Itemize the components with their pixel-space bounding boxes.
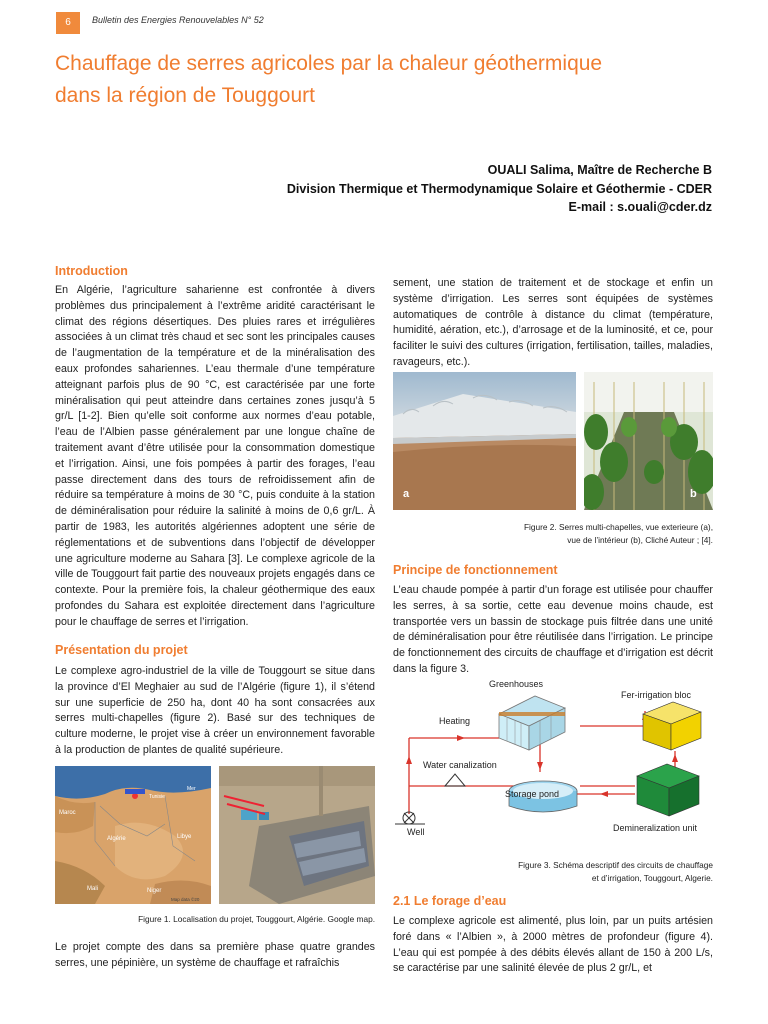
col2-paragraph-top: sement, une station de traitement et de stockage et enfin un système d’irrigation. Les serres sont équipées de systèmes automatiques de contrôle à distance du climat (température, humidité, aération, etc.), d’arrosage et de la luminosité, et ce, pour faciliter le suivi des cultures (irrigation, fertilisation, tailles, maladies, ravageurs, etc.). — [393, 277, 713, 368]
projet-paragraph-2: Le projet compte des dans sa première phase quatre grandes serres, une pépinière, un système de chauffage et rafraîchis — [55, 941, 375, 969]
article-title — [55, 48, 735, 112]
diagram-label-demin: Demineralization unit — [613, 823, 698, 833]
title-line-1: Chauffage de serres agricoles par la chaleur géothermique — [55, 52, 603, 75]
bulletin-title: Bulletin des Energies Renouvelables N° 52 — [92, 15, 264, 25]
principe-heading: Principe de fonctionnement — [393, 563, 558, 577]
figure-2b-photo — [584, 372, 713, 510]
figure-2-caption-line-1: Figure 2. Serres multi-chapelles, vue exterieure (a), — [523, 522, 713, 532]
page-number: 6 — [56, 12, 80, 34]
projet-heading: Présentation du projet — [55, 643, 188, 657]
map-label-niger: Niger — [147, 888, 162, 894]
intro-paragraph: En Algérie, l’agriculture saharienne est confrontée à divers problèmes dus principalement à l’extrême aridité caractérisant le climat des régions désertiques. Des pluies rares et irrégulières associées à un climat très chaud et sec sont les principales causes de l’augmentation de la température et de la minéralisation des eaux profondes sahariennes. L’eau thermale d’une température atteignant parfois plus de 90 °C, est caractérisée par une forte minéralisation qui peut atteindre dans certaines zones jusqu’à 5 gr/L [1-2]. Bien qu’elle soit conforme aux normes d’eau potable, l’eau de l’Albien passe généralement par une longue chaîne de traitement avant d’être utilisée pour la consommation domestique et l’irrigation. Ainsi, une fois pompées à partir des forages, l’eau passe directement dans des tours de refroidissement afin de réduire sa température à moins de 30 °C, puis conduite à la station de déminéralisation pour réduire la salinité à moins de 0,6 gr/L. À partir de 1983, les autorités algériennes adoptent une série de réglementations et de subventions dans l’objectif de développer une agriculture moderne au Sahara [3]. Le complexe agricole de la ville de Touggourt fait partie des nouveaux projets engagés dans ce contexte. Pour la première fois, la chaleur géothermique des eaux profondes du Sahara est exploitée directement dans l’agriculture pour le chauffage de serres et l’irrigation. — [55, 284, 375, 628]
map-credit: Map data ©20 — [171, 897, 200, 902]
map-label-maroc: Maroc — [59, 810, 76, 816]
figure-3-caption-line-1: Figure 3. Schéma descriptif des circuits de chauffage — [518, 860, 713, 870]
figure-3-caption — [393, 859, 713, 885]
forage-paragraph: Le complexe agricole est alimenté, plus loin, par un puits artésien foré dans « l’Albien », à 2000 mètres de profondeur (figure 4). L’eau qui est pompée à des débits élevés allant de 150 à 200 L/s, se caractérise par une salinité élevée de plus 2 gr/L, et — [393, 915, 713, 975]
author-division: Division Thermique et Thermodynamique Solaire et Géothermie - CDER — [286, 182, 712, 196]
diagram-label-ferirrigation: Fer-irrigation bloc — [621, 690, 692, 700]
map-label-libye: Libye — [177, 834, 192, 840]
diagram-label-heating: Heating — [439, 716, 471, 726]
map-label-algerie: Algérie — [107, 836, 126, 842]
map-label-tunisie: Tunisie — [149, 794, 165, 800]
principe-paragraph: L’eau chaude pompée à partir d’un forage est utilisée pour chauffer les serres, à sa sortie, cette eau devenue moins chaude, est transportée vers un bassin de stockage puis filtrée dans une unité de déminéralisation pour être réutilisée dans l’irrigation. Le principe de fonctionnement des circuits de chauffage et d’irrigation est décrit dans la figure 3. — [393, 584, 713, 675]
projet-paragraph: Le complexe agro-industriel de la ville de Touggourt se situe dans la province d’El Meghaier au sud de l’Algérie (figure 1), il s’étend sur une superficie de 250 ha, dont 40 ha sont consacrées aux serres multi-chapelles (figure 2). Basé sur des techniques de culture moderne, le projet vise à créer un environnement favorable à la production de plantes de qualité supérieure. — [55, 665, 375, 756]
map-label-mer: Mer — [187, 786, 196, 792]
figure-2-label-a: a — [403, 488, 410, 500]
diagram-label-well: Well — [407, 827, 425, 837]
figure-2a-photo — [393, 372, 576, 510]
figure-1-map — [55, 766, 211, 904]
diagram-label-water: Water canalization — [423, 760, 497, 770]
figure-2-caption — [393, 521, 713, 547]
map-label-mali: Mali — [87, 886, 99, 892]
intro-heading: Introduction — [55, 264, 128, 278]
author-name: OUALI Salima, Maître de Recherche B — [487, 163, 712, 177]
author-email[interactable]: E-mail : s.ouali@cder.dz — [568, 200, 712, 214]
diagram-label-storage: Storage pond — [505, 789, 560, 799]
figure-2-caption-line-2: vue de l’intérieur (b), Cliché Auteur ; [4]. — [567, 535, 713, 545]
figure-2-label-b: b — [690, 488, 697, 500]
forage-heading: 2.1 Le forage d’eau — [393, 894, 507, 908]
diagram-label-greenhouses: Greenhouses — [489, 679, 544, 689]
title-line-2: dans la région de Touggourt — [55, 84, 315, 107]
figure-1-caption: Figure 1. Localisation du projet, Touggourt, Algérie. Google map. — [138, 914, 375, 924]
figure-3-diagram — [395, 676, 715, 844]
figure-1-satellite — [219, 766, 375, 904]
figure-3-caption-line-2: et d’irrigation, Touggourt, Algerie. — [591, 873, 713, 883]
